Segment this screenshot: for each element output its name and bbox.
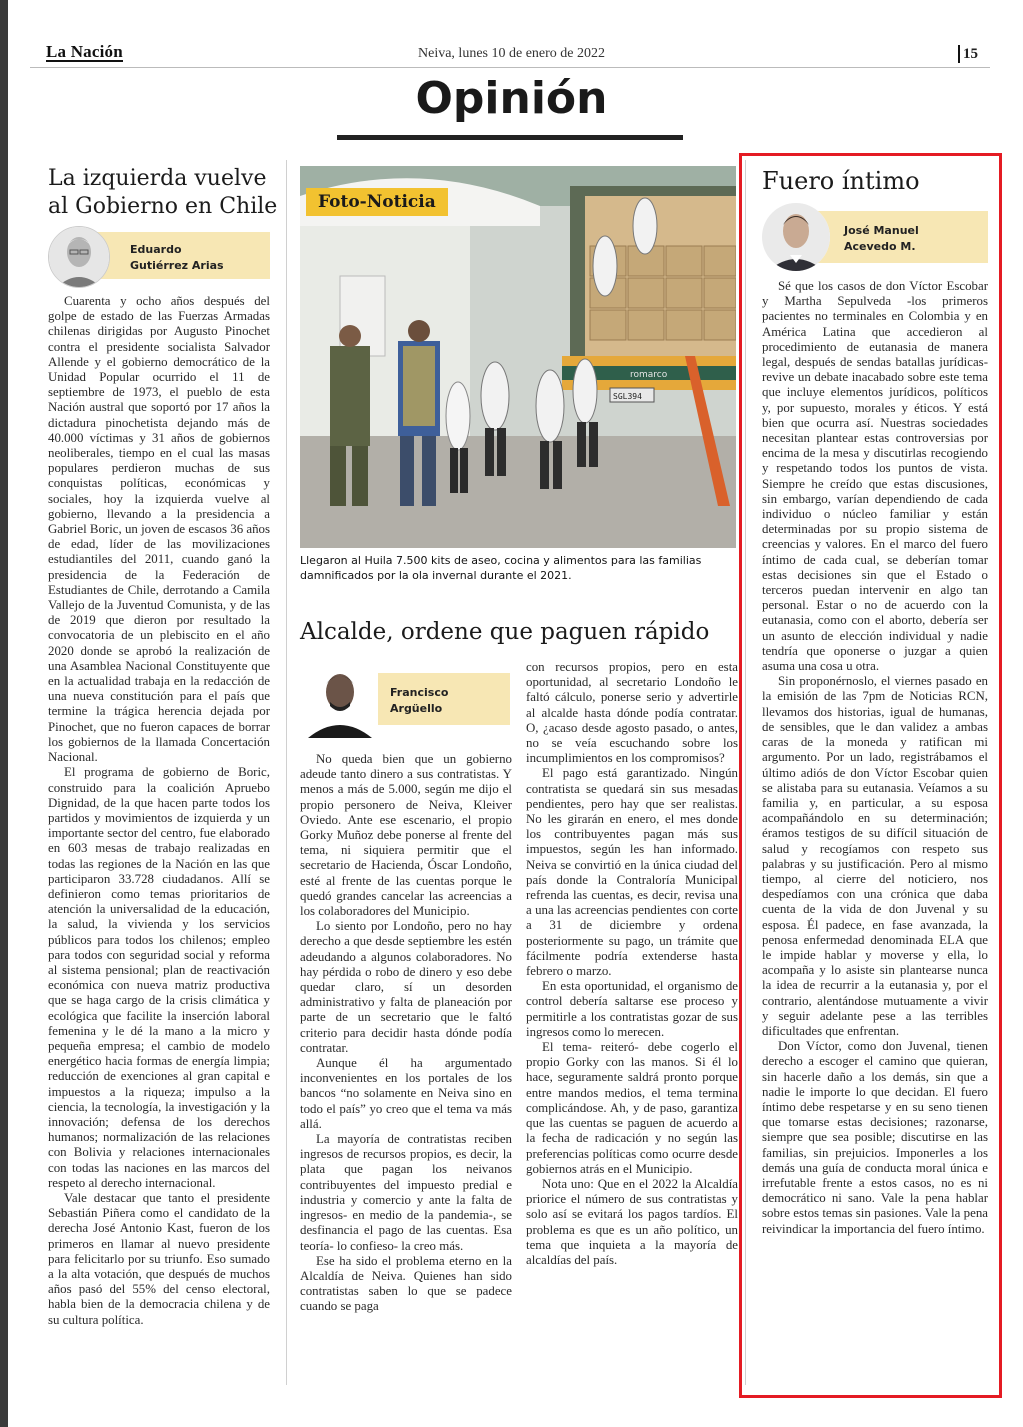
column-divider-1 xyxy=(286,160,287,1385)
author-photo-left xyxy=(48,226,110,288)
paragraph: Vale destacar que tanto el presidente Sebastián Piñera como el candidato de la derecha José Antonio Kast, fueron de los primeros en llamar al nuevo presidente para felicitarlo por su triunfo. Eso sumado a la alta votación, que después de muchos años pasó del 55% del censo electoral, habla bien de la democracia chilena y de su cultura política. xyxy=(48,1190,270,1327)
paragraph: No queda bien que un gobierno adeude tanto dinero a sus contratistas. Y menos a más de 5.000, según me dijo el propio personero de Neiva, Kleiver Oviedo. Ante ese escenario, el propio Gorky Muñoz debe ponerse al frente del tema, ni siquiera permitir que el secretario de Hacienda, Óscar Londoño, esté al frente de las cuentas porque le quedó grandes cancelar las acreencias a los colaboradores del Municipio. xyxy=(300,752,512,919)
author-name-center: Francisco Argüello xyxy=(390,686,449,715)
paragraph: En esta oportunidad, el organismo de control debería saltarse ese proceso y permitirle a los contratistas gozar de sus ingresos como lo merecen. xyxy=(526,979,738,1039)
article-title-center: Alcalde, ordene que paguen rápido xyxy=(300,619,710,645)
portrait-image xyxy=(302,662,378,738)
photo-caption: Llegaron al Huila 7.500 kits de aseo, cocina y alimentos para las familias damnificados por la ola invernal durante el 2021. xyxy=(300,554,702,582)
truck-brand-text: romarco xyxy=(630,370,668,380)
paragraph: Cuarenta y ocho años después del golpe de estado de las Fuerzas Armadas chilenas dirigidas por Augusto Pinochet contra el presidente socialista Salvador Allende y el gobierno democrático de la Unidad Popular ocurrido el 11 de septiembre de 1973, el pueblo de esta Nación austral que soportó por 17 años la dictadura pinochetista dejando más de 40.000 víctimas y 31 años de gobiernos neoliberales, tiempo en el cual las masas populares perdieron muchas de sus conquistas políticas, económicas y sociales, hoy la izquierda vuelve al gobierno, llevando a la presidencia a Gabriel Boric, un joven de escasos 36 años de edad, líder de las movilizaciones estudiantiles del 2011, cuando ganó la presidencia de la Federación de Estudiantes de Chile, derrotando a Camila Vallejo de la Juventud Comunista, y de las de 2019 que dieron por resultado la convocatoria de un plebiscito en el año 2020 donde se aprobó la realización de una Asamblea Nacional Constituyente que en la actualidad trabaja en la redacción de una nueva constitución para el país que termine la trágica herencia dejada por Pinochet, que no fueron capaces de borrar los gobiernos de la llamada Concertación Nacional. xyxy=(48,294,270,765)
section-title-rule xyxy=(337,135,683,140)
page-edge-shadow xyxy=(0,0,8,1427)
article-body-center-col2 xyxy=(526,660,738,1268)
paragraph: Nota uno: Que en el 2022 la Alcaldía priorice el número de sus contratistas y solo así se evitará los pagos tardíos. El problema es que es un año político, un tema que inquieta a la mayoría de alcaldías del país. xyxy=(526,1176,738,1267)
photo-news-tag: Foto-Noticia xyxy=(306,188,448,216)
article-title-left: La izquierda vuelve al Gobierno en Chile xyxy=(48,166,278,219)
paragraph: Lo siento por Londoño, pero no hay derecho a que desde septiembre les estén adeudando a algunos colaboradores. No hay pérdida o robo de dinero y eso debe quedar claro, sí un desorden administrativo y falta de planeación por parte de un secretario que le faltó criterio para decidir hasta dónde podía contratar. xyxy=(300,919,512,1055)
paragraph: La mayoría de contratistas reciben ingresos de recursos propios, es decir, la plata que pagan los neivanos contribuyentes del impuesto predial e industria y comercio y ante la falta de ingresos- en medio de la pandemia-, se desfinancia el pago de las cuentas. Esa teoría- lo confieso- la creo más. xyxy=(300,1132,512,1253)
masthead-logo: La Nación xyxy=(46,42,123,61)
paragraph: Sin proponérnoslo, el viernes pasado en la emisión de las 7pm de Noticias RCN, llevamos dos historias, igual de humanas, de sensibles, que le dan validez a ambas caras de la moneda y ratifican mi argumento. Por un lado, registrábamos el último adiós de don Víctor Escobar quien se alistaba para su eutanasia. Veíamos a su familia y, en particular, a su esposa acompañándolo en su determinación; éramos testigos de su difícil situación de salud y recogíamos con respeto sus palabras y su justificación. Pero al mismo tiempo, al cierre del noticiero, nos despedíamos con una crónica que daba cuenta de la vida de don Juvenal y su esposa. Él padece, en fase avanzada, la penosa enfermedad denominada ELA que le impide hablar y moverse y ella, lo acompaña y lo asiste sin plantearse nunca la idea de recurrir a la eutanasia y, por el contrario, alentándose mutuamente a vivir y seguir adelante pese a las terribles dificultades que enfrentan. xyxy=(762,674,988,1038)
paragraph: El pago está garantizado. Ningún contratista se quedará sin sus mesadas pendientes, pero hay que ser realistas. No les girarán en enero, el mes donde los contribuyentes pagan más sus impuestos, según les han informado. Neiva se convirtió en la única ciudad del país donde la Contraloría Municipal refrenda las cuentas, es decir, revisa una a una las acreencias pendientes con corte a 31 de diciembre y ordena posteriormente su pago, un trámite que fácilmente podría extenderse hasta febrero o marzo. xyxy=(526,766,738,979)
author-photo-center xyxy=(302,662,378,738)
page-number: 15 xyxy=(958,45,978,63)
section-title: Opinión xyxy=(415,73,608,124)
truck-plate-text: SGL394 xyxy=(613,392,642,401)
photo-scene xyxy=(300,166,736,548)
paragraph: Sé que los casos de don Víctor Escobar y Martha Sepulveda -los primeros pacientes no terminales en Colombia y en América Latina que accedieron al procedimiento de eutanasia de manera legal, después de sendas batallas jurídicas- revive un debate inacabado sobre este tema que incluye elementos jurídicos, políticos y, por supuesto, morales y éticos. Y está bien que ocurra así. Nuestras sociedades necesitan plantear estas controversias por encima de la mesa y discutirlas recogiendo y respetando todos los puntos de vista. Siempre he creído que estas discusiones, sin embargo, varían dependiendo de cada individuo o núcleo familiar y están determinadas por su propio sistema de creencias y valores. En el marco del fuero íntimo de cada cual, se deberían tomar estas decisiones sin que el Estado o terceros puedan intervenir en algo tan personal. Estar o no de acuerdo con la eutanasia, como con el aborto, debería ser un asunto de elección individual y nadie tendría que oponerse o juzgar a quien asuma una cosa u otra. xyxy=(762,279,988,674)
dateline: Neiva, lunes 10 de enero de 2022 xyxy=(418,46,605,61)
highlight-frame xyxy=(739,153,1002,1398)
news-photo xyxy=(300,166,736,548)
author-name-right: José Manuel Acevedo M. xyxy=(844,224,919,253)
article-title-right: Fuero íntimo xyxy=(762,167,920,195)
portrait-image xyxy=(49,227,109,287)
paragraph: El tema- reiteró- debe cogerlo el propio Gorky con las manos. Si él lo hace, seguramente saldrá pronto porque entre mandos medios, el tema termina complicándose. Ah, y de paso, garantiza que las cuentas se paguen de acuerdo a la fecha de radicación y no según las preferencias políticas como ocurre desde gobiernos atrás en el Municipio. xyxy=(526,1040,738,1176)
author-name-left: Eduardo Gutiérrez Arias xyxy=(130,243,224,272)
paragraph: Ese ha sido el problema eterno en la Alcaldía de Neiva. Quienes han sido contratistas saben lo que se padece cuando se paga xyxy=(300,1253,512,1314)
article-body-left xyxy=(48,294,270,1328)
header-divider xyxy=(30,67,990,68)
paragraph: con recursos propios, pero en esta oportunidad, al secretario Londoño le faltó cálculo, ponerse serio y advertirle al alcalde hasta dónde podía contratar. O, ¿acaso desde agosto pasado, o antes, no se veía escuchando sobre los incumplimientos en los compromisos? xyxy=(526,660,738,766)
article-body-center-col1 xyxy=(300,752,512,1315)
paragraph: Aunque él ha argumentado inconvenientes en los portales de los bancos “no solamente en Neiva sino en todo el país” yo creo que el tema va más allá. xyxy=(300,1056,512,1131)
paragraph: Don Víctor, como don Juvenal, tienen derecho a escoger el camino que quieran, sin hacerle daño a los demás, sin que a nadie le importe lo que decidan. El fuero íntimo debe respetarse y en su seno tienen que tomarse estas decisiones; razonarse, siempre que sea posible; discutirse en las familias, sin prejuicios. Imponerles a los demás una guía de conducta moral única e irrefutable frente a estos casos, no es ni democrático ni sano. Vale la pena hablar sobre estos temas sin pasiones. Vale la pena reivindicar la importancia del fuero íntimo. xyxy=(762,1039,988,1236)
paragraph: El programa de gobierno de Boric, construido para la coalición Apruebo Dignidad, de la que hacen parte todos los partidos y movimientos de izquierda y un importante sector del centro, fue elaborado en 603 mesas de trabajo realizadas en todas las regiones de la Nación en las que participaron 33.728 ciudadanos. Allí se definieron como temas prioritarios de atención la universalidad de la educación, la salud, la vivienda y los servicios públicos para todos los chilenos; empleo para todos con seguridad social y reforma al sistema pensional; plan de reactivación económica con nueva matriz productiva que se haga cargo de la crisis climática y ecológica que facilite la inserción laboral femenina y le dé la mano a la micro y pequeña empresa; el cambio de modelo energético hacia formas de energía limpia; reducción de exenciones al gran capital e impuestos a la riqueza; impulso a la ciencia, la tecnología, la investigación y la innovación; defensa de los derechos humanos; normalización de las relaciones con Bolivia y relaciones internacionales con todas las naciones en las marcos del respeto al derecho internacional. xyxy=(48,765,270,1190)
